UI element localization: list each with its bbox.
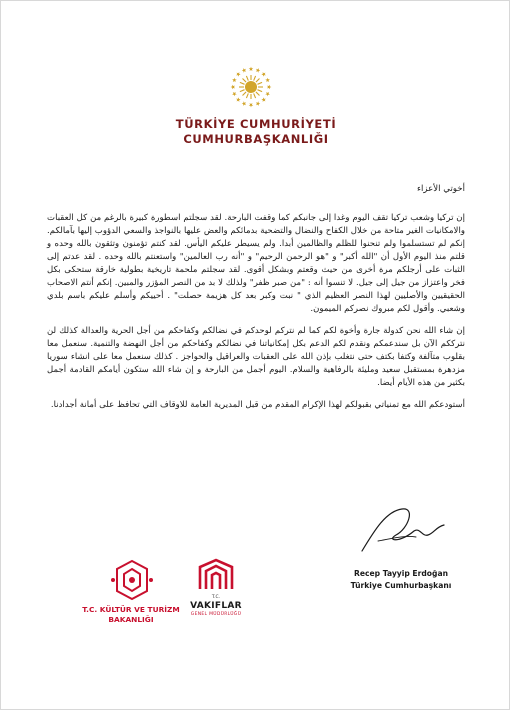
emblem-star [265, 92, 270, 96]
emblem-sun-ray [257, 82, 262, 84]
emblem-star [232, 78, 237, 82]
emblem-star [261, 72, 266, 77]
emblem-sun-ray [246, 93, 248, 98]
org-title-line1: TÜRKİYE CUMHURİYETİ [175, 117, 337, 131]
letter-body [47, 183, 465, 421]
vakiflar-logo-icon [195, 557, 237, 593]
emblem-star [249, 67, 254, 71]
signatory-name: Recep Tayyip Erdoğan [354, 569, 448, 578]
emblem-sun-ray [254, 93, 256, 98]
emblem-star [242, 68, 246, 73]
letter-paragraph-1: إن تركيا وشعب تركيا تقف اليوم وغدا إلى جانبكم كما وقفت البارحة. لقد سجلتم اسطورة كبيرة بالرغم من كل العقبات والامكانيات الغير متاحة من خلال الكفاح والنضال والتضحية بدمائكم والعض عليها بالنواجذ والسعي الدؤوب إليها بآمالكم. إنكم لم تستسلموا ولم تنحنوا للظلم والظالمين أبدا. ولم يسيطر عليكم اليأس. لقد كنتم تؤمنون وتثقون بالله وحده و قلتم منذ اليوم الأول أن "الله أكبر" و "هو الرحمن الرحيم" و "أنه رب العالمين" واستعنتم بالله وحده . لقد عدتم إلى الثبات على أرجلكم مرة أخرى من حيث وقعتم وبشكل أقوى. لقد سجلتم ملحمة تاريخية بطولية خارقة ستحكى بكل فخر واعتزاز من جيل إلى جيل. لا تنسوا أنه : "من صبر ظفر" ولذلك لا بد من النصر المؤزر والمبين. إنكم أنتم الاصحاب الحقيقيين والأصليين لهذا النصر العظيم الذي " نبت وكبر بعد كل هزيمة حصلت" . أحييكم وأسلم عليكم باسم بلدي وشعبي. وأقول لكم مبروك نصركم الميمون. [47, 213, 465, 314]
signatory-title: Türkiye Cumhurbaşkanı [350, 581, 452, 590]
handwritten-signature [356, 501, 448, 561]
emblem-sun-ray [256, 92, 260, 96]
emblem-star [265, 78, 270, 82]
emblem-sun-ray [254, 76, 256, 81]
vakiflar-name: VAKIFLAR [190, 601, 242, 611]
vakiflar-subtitle: GENEL MÜDÜRLÜĞÜ [190, 612, 242, 617]
emblem-sun-ray [243, 92, 247, 96]
emblem-star [261, 97, 266, 102]
emblem-star [236, 97, 241, 102]
emblem-sun-ray [240, 90, 245, 92]
emblem-sun-ray [257, 90, 262, 92]
emblem-star [242, 101, 246, 106]
letter-paragraph-3: أستودعكم الله مع تمنياتي بقبولكم لهذا الإكرام المقدم من قبل المديرية العامة للاوقاف التي تحافظ على أمانة أجدادنا. [50, 400, 465, 410]
ministry-logo-icon [87, 557, 177, 603]
emblem-star [232, 92, 237, 96]
ministry-name-line1: T.C. KÜLTÜR VE TURİZM [82, 605, 180, 614]
emblem-star [231, 85, 235, 90]
emblem-star [249, 103, 254, 107]
emblem-sun-ray [256, 79, 260, 83]
ministry-name-line2: BAKANLIĞI [108, 615, 154, 624]
emblem-star [236, 72, 241, 77]
presidential-emblem-icon [227, 63, 275, 111]
org-title-line2: CUMHURBAŞKANLIĞI [183, 132, 329, 146]
emblem-sun-ray [243, 79, 247, 83]
emblem-star [256, 101, 260, 106]
vakiflar-prefix: T.C. [211, 595, 221, 600]
letter-greeting: أخوتي الأعزاء [416, 184, 465, 194]
emblem-sun-ray [240, 82, 245, 84]
emblem-sun-ray [246, 76, 248, 81]
letter-paragraph-2: إن شاء الله نحن كدولة جارة وأخوة لكم كما لم نتركم لوحدكم في نضالكم وكفاحكم من أجل الحرية والعدالة كذلك لن نترككم الآن بل سندعمكم ونقدم لكم الدعم بكل إمكانياتنا في نضالكم وكفاحكم من أجل النهضة والتنمية. سنعمل معا بقلوب متآلفة وكتفا بكتف حتى نتغلب بإذن الله على العقبات والعراقيل والحواجز . كذلك سنعمل معا على انشاء سوريا مزدهرة بمستقبل سعيد ومليئة بالرفاهية والسلام. اليوم أجمل من البارحة و إن شاء الله ستكون أيامكم القادمة أجمل بكثير من هذه الأيام أيضا. [47, 326, 465, 388]
emblem-star [267, 85, 271, 90]
emblem-star [256, 68, 260, 73]
